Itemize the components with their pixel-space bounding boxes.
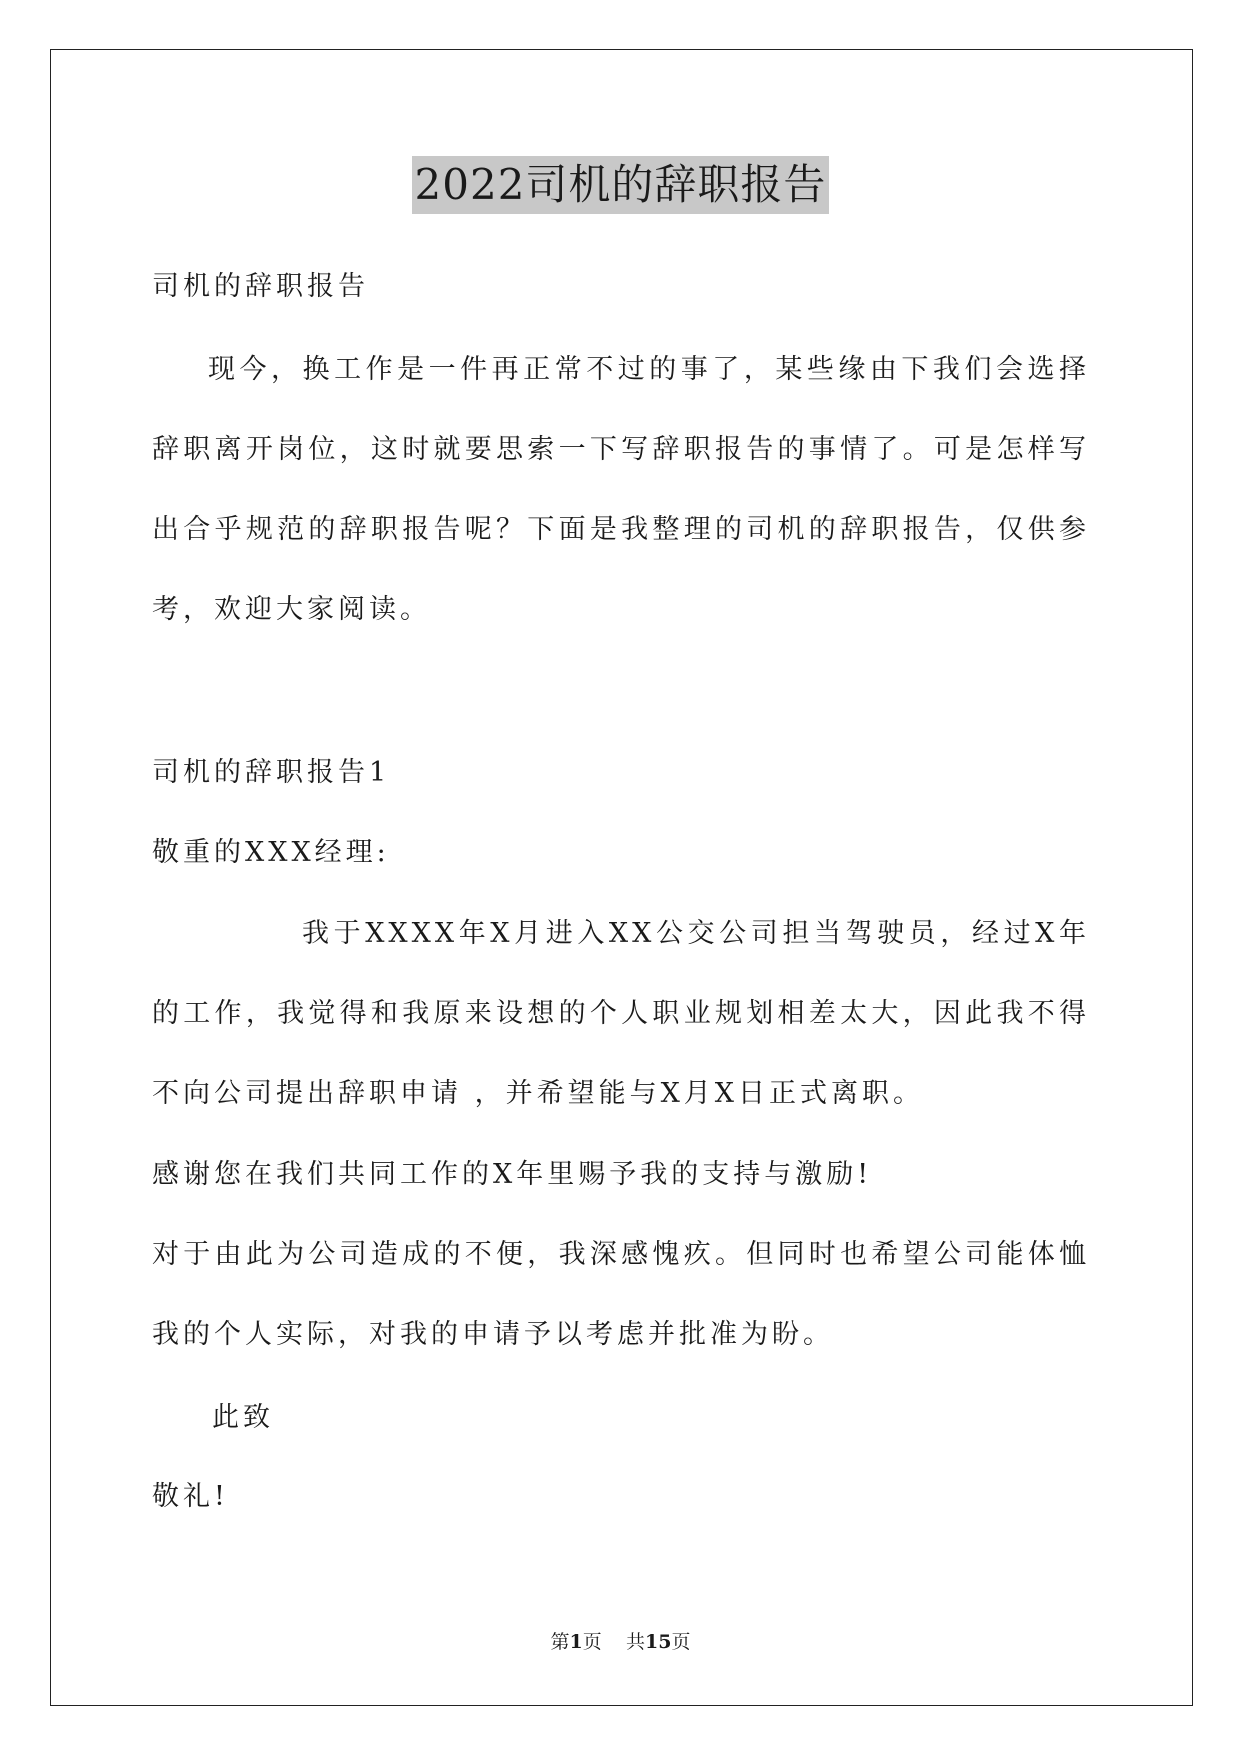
title-container xyxy=(0,156,1241,214)
footer-total-suffix: 页 xyxy=(671,1631,691,1653)
salutation: 敬重的XXX经理: xyxy=(152,837,390,868)
footer-page-suffix: 页 xyxy=(582,1631,602,1653)
intro-line-4: 考，欢迎大家阅读。 xyxy=(152,594,431,625)
intro-line-2: 辞职离开岗位，这时就要思索一下写辞职报告的事情了。可是怎样写 xyxy=(152,434,1090,465)
footer-total-pages: 15 xyxy=(644,1631,672,1653)
page-footer xyxy=(0,1630,1241,1654)
document-subtitle: 司机的辞职报告 xyxy=(152,271,369,302)
apology-line-1: 对于由此为公司造成的不便，我深感愧疚。但同时也希望公司能体恤 xyxy=(152,1239,1090,1270)
document-title: 2022司机的辞职报告 xyxy=(412,156,830,214)
apology-line-2: 我的个人实际，对我的申请予以考虑并批准为盼。 xyxy=(152,1319,834,1350)
intro-line-3: 出合乎规范的辞职报告呢？下面是我整理的司机的辞职报告，仅供参 xyxy=(152,514,1090,545)
footer-page-number: 1 xyxy=(569,1631,583,1653)
closing-jing-li: 敬礼! xyxy=(152,1481,229,1512)
closing-ci-zhi: 此致 xyxy=(212,1402,274,1433)
thanks-line: 感谢您在我们共同工作的X年里赐予我的支持与激励! xyxy=(152,1159,873,1190)
intro-line-1: 现今，换工作是一件再正常不过的事了，某些缘由下我们会选择 xyxy=(208,354,1090,385)
footer-page-prefix: 第 xyxy=(550,1631,570,1653)
section-heading: 司机的辞职报告1 xyxy=(152,757,391,788)
body-line-1: 我于XXXX年X月进入XX公交公司担当驾驶员，经过X年 xyxy=(302,918,1090,949)
body-line-3: 不向公司提出辞职申请 ，并希望能与X月X日正式离职。 xyxy=(152,1078,925,1109)
body-line-2: 的工作，我觉得和我原来设想的个人职业规划相差太大，因此我不得 xyxy=(152,998,1090,1029)
footer-total-prefix: 共 xyxy=(625,1631,645,1653)
